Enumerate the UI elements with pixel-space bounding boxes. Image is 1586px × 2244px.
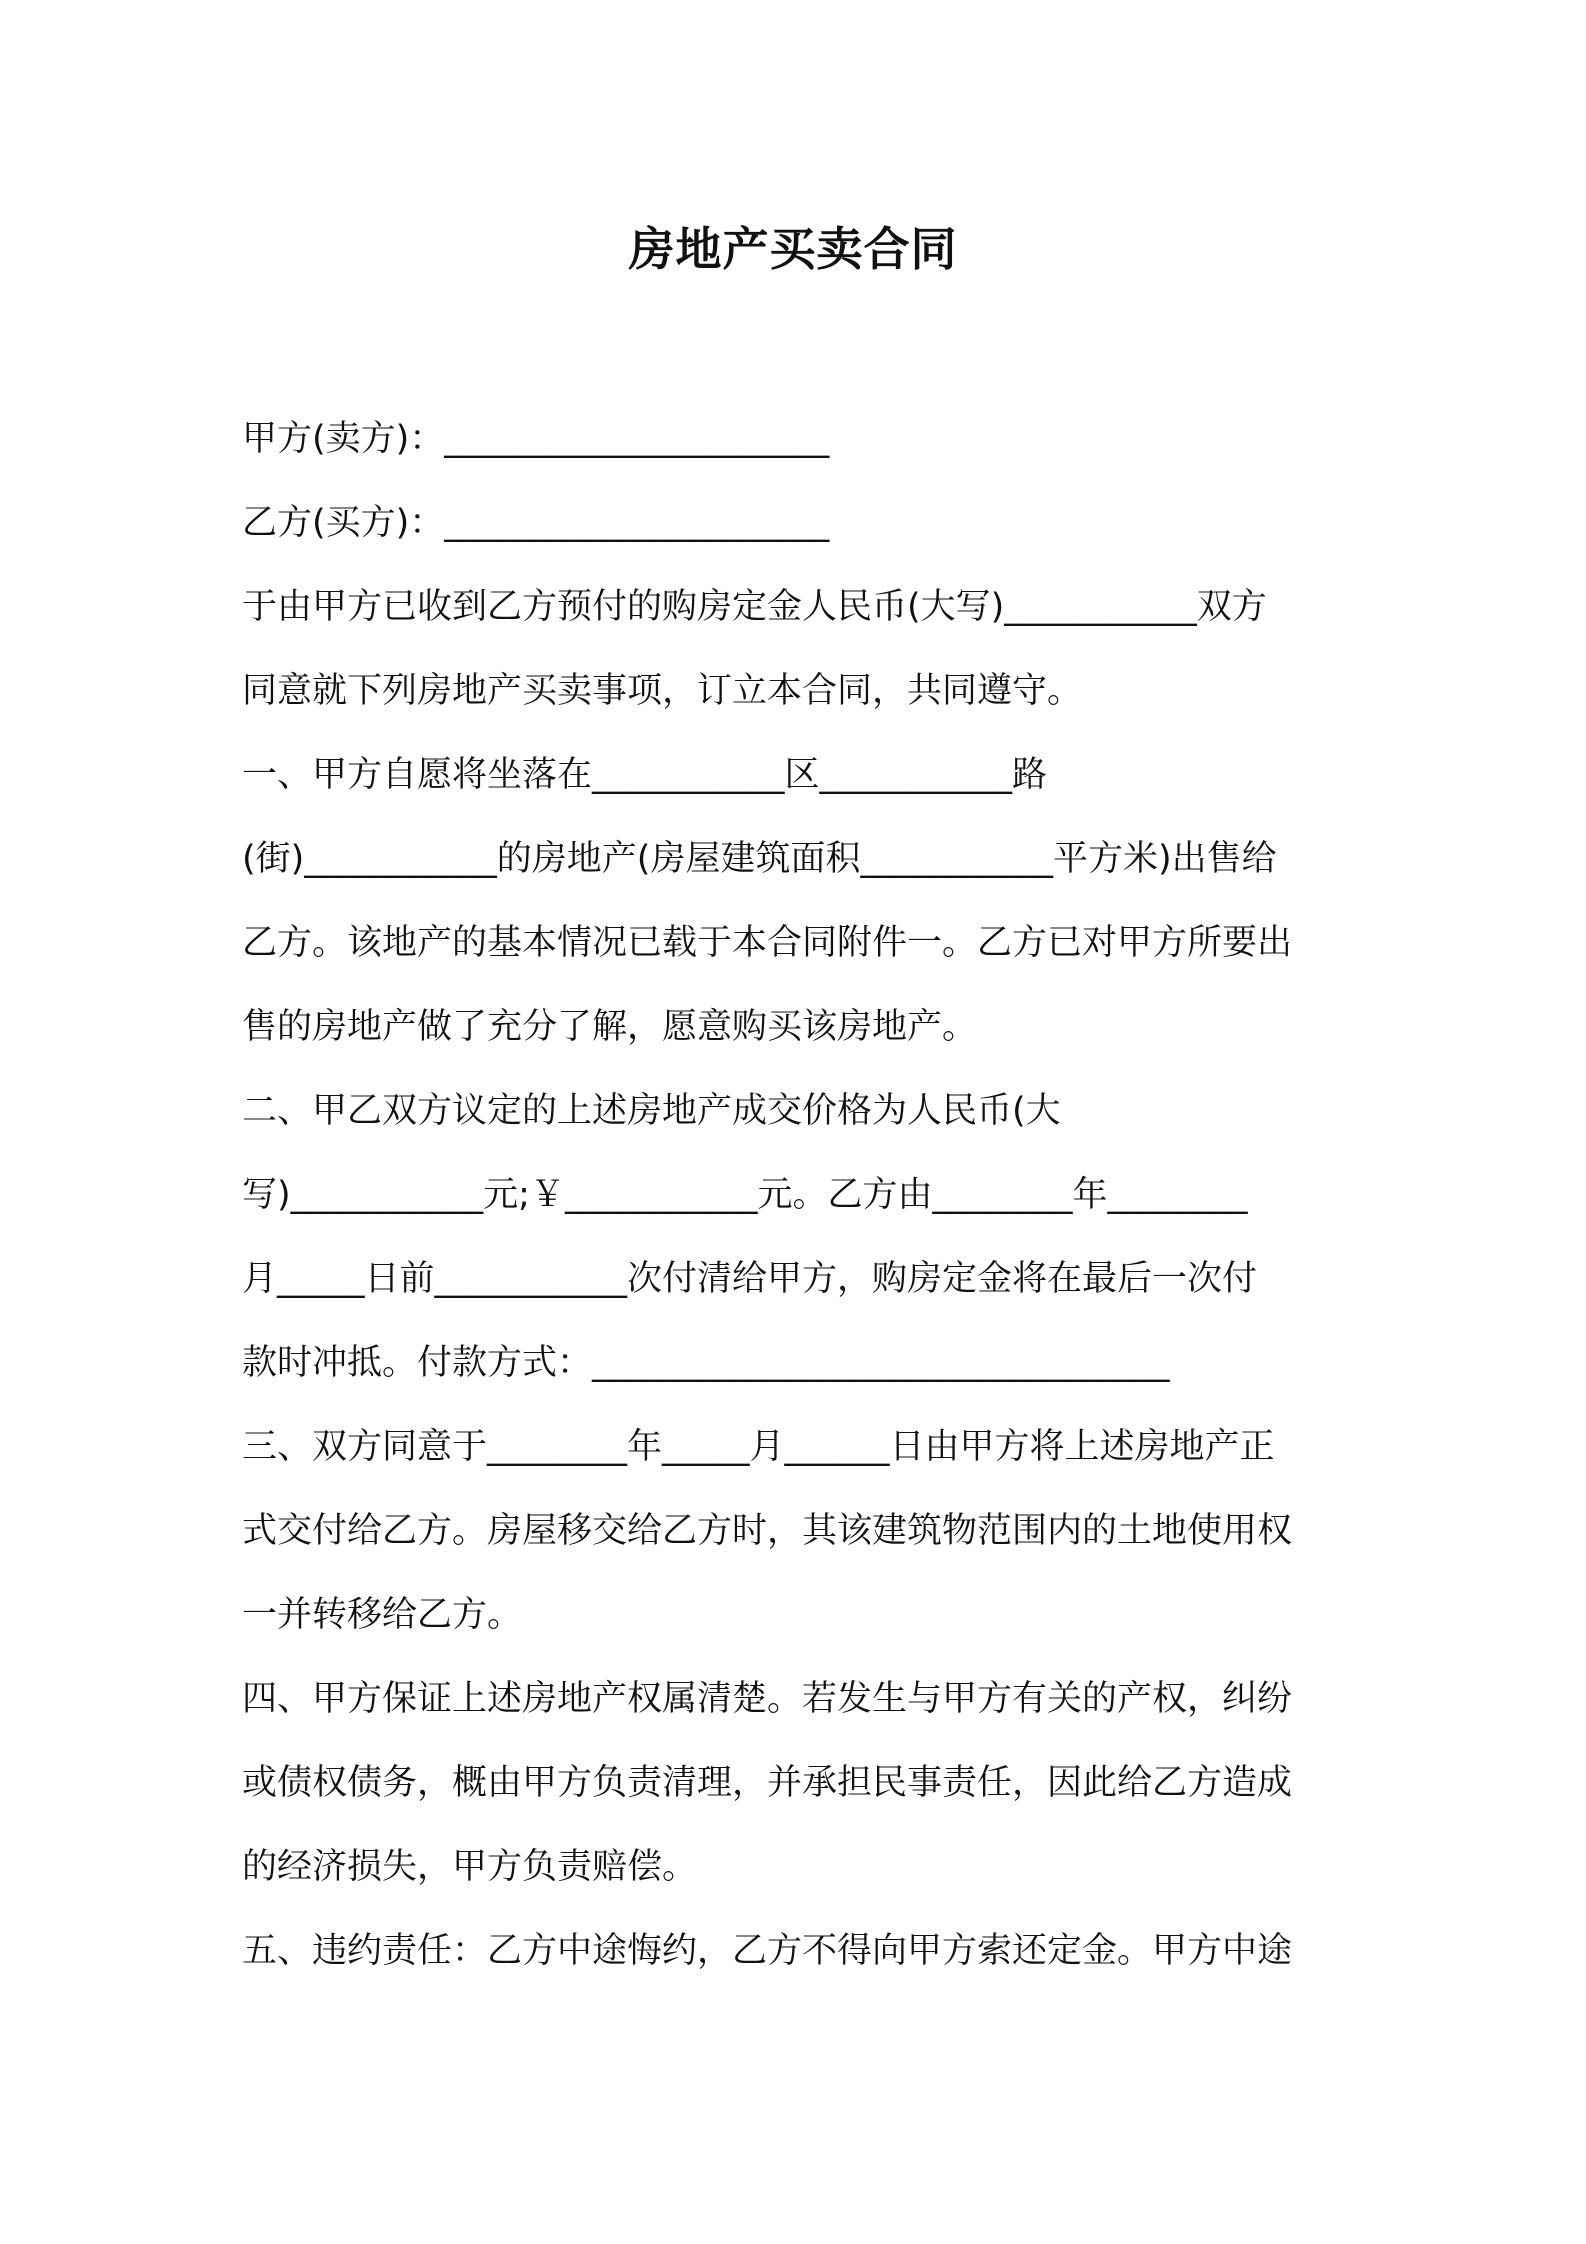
deposit-line: 于由甲方已收到乙方预付的购房定金人民币(大写)___________双方 <box>242 587 1267 627</box>
clause-3-line-1: 三、双方同意于________年_____月______日由甲方将上述房地产正 <box>242 1427 1275 1467</box>
clause-1-line-3: 乙方。该地产的基本情况已载于本合同附件一。乙方已对甲方所要出 <box>242 923 1293 963</box>
clause-2-line-2: 写)___________元;￥___________元。乙方由________年________ <box>242 1175 1248 1215</box>
agreement-line: 同意就下列房地产买卖事项，订立本合同，共同遵守。 <box>242 671 1083 711</box>
clause-2-line-4: 款时冲抵。付款方式：_________________________________ <box>242 1343 1170 1383</box>
clause-2-line-3: 月_____日前___________次付清给甲方，购房定金将在最后一次付 <box>242 1259 1258 1299</box>
contract-title: 房地产买卖合同 <box>628 222 958 276</box>
party-a-line: 甲方(卖方)：______________________ <box>242 419 830 459</box>
clause-3-line-3: 一并转移给乙方。 <box>242 1595 523 1635</box>
clause-4-line-2: 或债权债务，概由甲方负责清理，并承担民事责任，因此给乙方造成 <box>242 1763 1293 1803</box>
clause-4-line-1: 四、甲方保证上述房地产权属清楚。若发生与甲方有关的产权，纠纷 <box>242 1679 1293 1719</box>
clause-5-line-1: 五、违约责任：乙方中途悔约，乙方不得向甲方索还定金。甲方中途 <box>242 1931 1293 1971</box>
clause-2-line-1: 二、甲乙双方议定的上述房地产成交价格为人民币(大 <box>242 1091 1061 1131</box>
clause-3-line-2: 式交付给乙方。房屋移交给乙方时，其该建筑物范围内的土地使用权 <box>242 1511 1293 1551</box>
clause-4-line-3: 的经济损失，甲方负责赔偿。 <box>242 1847 698 1887</box>
clause-1-line-4: 售的房地产做了充分了解，愿意购买该房地产。 <box>242 1007 978 1047</box>
clause-1-line-2: (街)___________的房地产(房屋建筑面积___________平方米)出售给 <box>242 839 1277 879</box>
clause-1-line-1: 一、甲方自愿将坐落在___________区___________路 <box>242 755 1048 795</box>
party-b-line: 乙方(买方)：______________________ <box>242 503 830 543</box>
